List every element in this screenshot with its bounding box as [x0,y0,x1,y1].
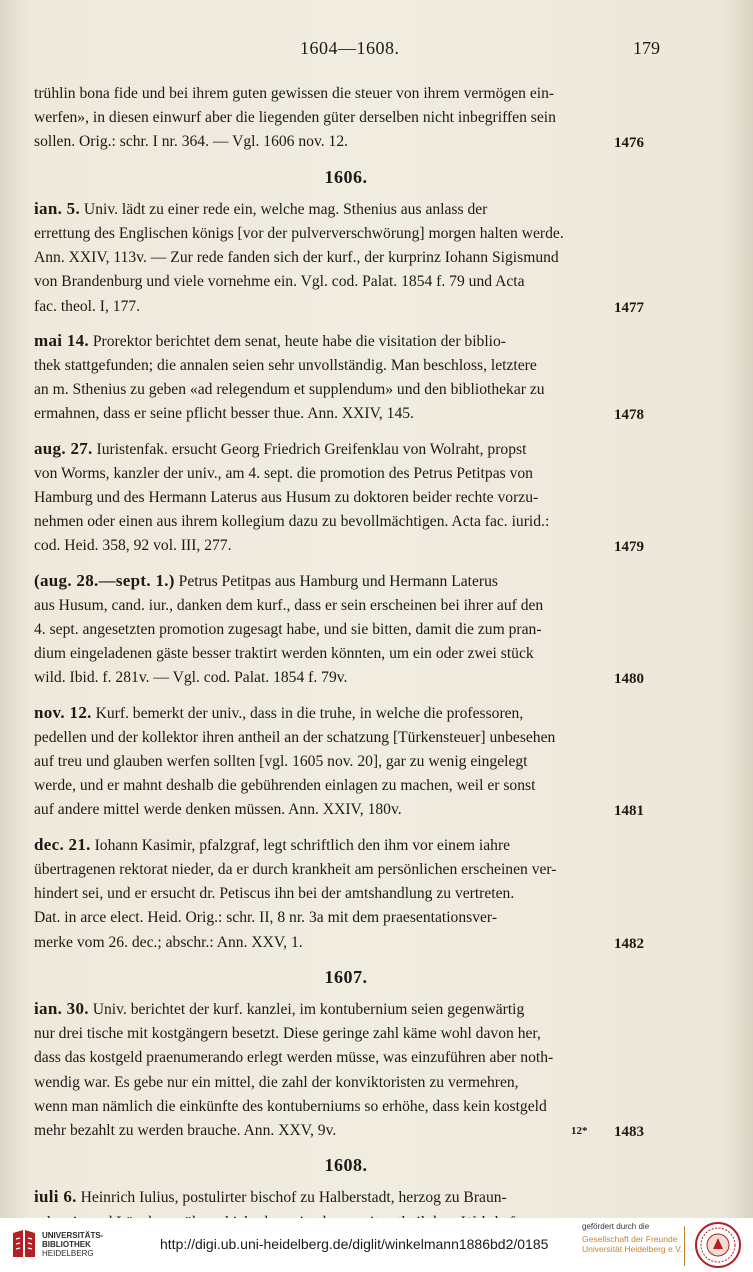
entry-number: 1480 [614,671,644,688]
text-line: Hamburg und des Hermann Laterus aus Husum zu doktoren beider rechte vorzu- [34,489,539,507]
text-line: pedellen und der kollektor ihren antheil an der schatzung [Türkensteuer] unbesehen [34,728,556,746]
entry-1479 [34,437,658,559]
text-line: wenn man nämlich die einkünfte des kontuberniums so erhöhe, dass kein kostgeld [34,1097,547,1115]
text-line: merke vom 26. dec.; abschr.: Ann. XXV, 1. 1482 [34,931,658,955]
text-line: mai 14. Prorektor berichtet dem senat, heute habe die visitation der biblio- [34,330,506,350]
text-line: (aug. 28.—sept. 1.) Petrus Petitpas aus Hamburg und Hermann Laterus [34,570,498,590]
entry-date: nov. 12. [34,702,92,722]
entry-1476 [34,82,658,155]
university-seal-icon [694,1221,742,1269]
entry-1477 [34,197,658,319]
text-line: errettung des Englischen königs [vor der pulververschwörung] morgen halten werde. [34,225,564,243]
entry-number: 1476 [614,135,644,152]
text-line: sollen. Orig.: schr. I nr. 364. — Vgl. 1606 nov. 12. 1476 [34,130,658,154]
footer-divider [684,1226,685,1266]
library-name-line: UNIVERSITÄTS- [42,1231,104,1240]
sponsor-label: gefördert durch die [582,1222,650,1231]
text-line: fac. theol. I, 177. 1477 [34,295,658,319]
library-name-line: BIBLIOTHEK [42,1240,91,1249]
library-name-line: HEIDELBERG [42,1249,94,1258]
year-heading: 1607. [324,966,368,987]
text-line: von Worms, kanzler der univ., am 4. sept. die promotion des Petrus Petitpas von [34,464,533,482]
page-header [0,38,753,62]
year-heading: 1608. [324,1155,368,1176]
text-line: ermahnen, dass er seine pflicht besser thue. Ann. XXIV, 145. 1478 [34,402,658,426]
entry-date: ian. 5. [34,198,81,218]
entry-date: aug. 27. [34,438,93,458]
entry-date: ian. 30. [34,998,89,1018]
running-title: 1604—1608. [300,38,400,58]
text-line: nehmen oder einen aus ihrem kollegium dazu zu bevollmächtigen. Acta fac. iurid.: [34,513,550,531]
text-line: 4. sept. angesetzten promotion zugesagt habe, und sie bitten, damit die zum pran- [34,621,542,639]
text-line: nur drei tische mit kostgängern besetzt. Diese geringe zahl käme wohl davon her, [34,1025,541,1043]
sponsor-name [582,1234,682,1254]
text-line: ian. 30. Univ. berichtet der kurf. kanzlei, im kontubernium seien gegenwärtig [34,998,525,1018]
text-line: dec. 21. Iohann Kasimir, pfalzgraf, legt schriftlich den ihm vor einem iahre [34,834,511,854]
text-line: auf andere mittel werde denken müssen. Ann. XXIV, 180v. 1481 [34,798,658,822]
page-number: 179 [633,38,660,58]
entry-date: (aug. 28.—sept. 1.) [34,570,175,590]
text-line: thek stattgefunden; die annalen seien sehr unvollständig. Man beschloss, letztere [34,357,537,375]
text-line: wild. Ibid. f. 281v. — Vgl. cod. Palat. 1854 f. 79v. 1480 [34,666,658,690]
text-line: dium eingeladenen gäste besser traktirt werden könnten, um ein oder zwei stück [34,645,534,663]
entry-number: 1481 [614,803,644,820]
text-line: trühlin bona fide und bei ihrem guten gewissen die steuer von ihrem vermögen ein- [34,85,555,102]
entry-1482 [34,833,658,955]
entry-number: 1482 [614,935,644,952]
text-line: hindert sei, und er ersucht dr. Petiscus ihn bei der amtshandlung zu vertreten. [34,885,515,903]
library-name [42,1231,103,1258]
body-text [34,82,658,1235]
text-line: wendig war. Es gebe nur ein mittel, die zahl der konviktoristen zu vermehren, [34,1073,519,1091]
entry-date: dec. 21. [34,834,91,854]
text-line: Dat. in arce elect. Heid. Orig.: schr. II, 8 nr. 3a mit dem praesentationsver- [34,909,498,927]
entry-1480 [34,569,658,691]
year-heading: 1606. [324,166,368,187]
permalink-url[interactable]: http://digi.ub.uni-heidelberg.de/diglit/winkelmann1886bd2/0185 [160,1236,549,1252]
text-line: iuli 6. Heinrich Iulius, postulirter bischof zu Halberstadt, herzog zu Braun- [34,1187,507,1207]
text-line: werfen», in diesen einwurf aber die liegenden güter derselben nicht inbegriffen sein [34,109,556,127]
entry-1478 [34,329,658,427]
entry-number: 1477 [614,299,644,316]
entry-1481 [34,701,658,823]
text-line: an m. Sthenius zu geben «ad relegendum et supplendum» und den bibliothekar zu [34,381,545,399]
text-line: Ann. XXIV, 113v. — Zur rede fanden sich der kurf., der kurprinz Iohann Sigismund [34,249,559,267]
text-line: übertragenen rektorat nieder, da er durch krankheit am persönlichen erscheinen ver- [34,860,557,878]
text-line: werde, und er mahnt deshalb die gebührenden einlagen zu machen, weil er sonst [34,777,536,795]
entry-date: mai 14. [34,330,89,350]
entry-number: 1483 [614,1123,644,1140]
digitization-footer [0,1218,753,1272]
text-line: mehr bezahlt zu werden brauche. Ann. XXV, 9v. 1483 [34,1119,658,1143]
entry-date: iuli 6. [34,1187,77,1207]
text-line: nov. 12. Kurf. bemerkt der univ., dass in die truhe, in welche die professoren, [34,702,524,722]
sponsor-name-line: Gesellschaft der Freunde [582,1234,678,1244]
text-line: aus Husum, cand. iur., danken dem kurf., dass er sein erscheinen bei ihrer auf den [34,596,544,614]
entry-number: 1478 [614,407,644,424]
text-line: aug. 27. Iuristenfak. ersucht Georg Friedrich Greifenklau von Wolraht, propst [34,438,527,458]
entry-number: 1479 [614,539,644,556]
text-line: cod. Heid. 358, 92 vol. III, 277. 1479 [34,534,658,558]
entry-1483 [34,997,658,1143]
signature-mark: 12* [571,1125,588,1137]
text-line: auf treu und glauben werfen sollten [vgl. 1605 nov. 20], gar zu wenig eingelegt [34,753,528,771]
text-line: dass das kostgeld praenumerando erlegt werden müsse, was einzuführen aber noth- [34,1049,554,1067]
text-line: von Brandenburg und viele vornehme ein. Vgl. cod. Palat. 1854 f. 79 und Acta [34,273,525,291]
text-line: ian. 5. Univ. lädt zu einer rede ein, welche mag. Sthenius aus anlass der [34,198,488,218]
sponsor-name-line: Universität Heidelberg e.V. [582,1244,683,1254]
library-logo-icon [10,1227,38,1261]
